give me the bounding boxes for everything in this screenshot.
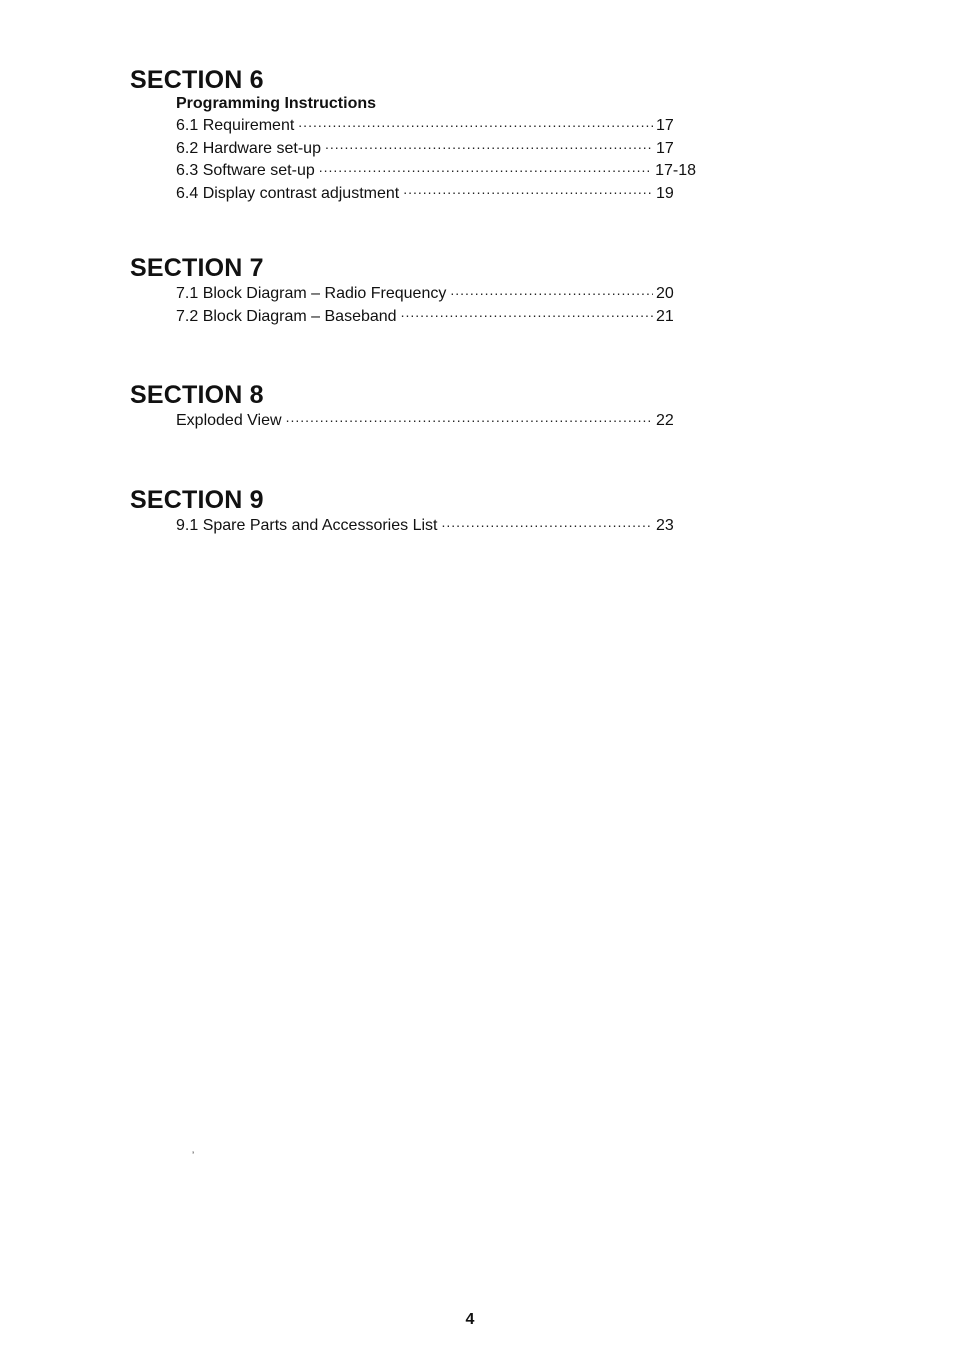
section-subheading: Programming Instructions — [176, 95, 377, 112]
section-title: SECTION 6 — [130, 66, 264, 94]
toc-entry-label: 9.1 Spare Parts and Accessories List — [176, 517, 438, 534]
toc-entry[interactable] — [176, 159, 696, 182]
toc-entry-label: 6.2 Hardware set-up — [176, 139, 321, 157]
section-6 — [130, 66, 730, 204]
toc-entry-page: 17-18 — [655, 162, 696, 179]
dot-leader — [403, 182, 653, 198]
dot-leader — [319, 159, 652, 175]
dot-leader — [450, 282, 653, 298]
dot-leader — [401, 305, 653, 321]
stray-mark: ʼ — [192, 1151, 195, 1162]
dot-leader — [286, 409, 653, 425]
toc-entry[interactable] — [176, 282, 696, 305]
toc-entry[interactable] — [176, 137, 696, 160]
toc-entry-page: 17 — [656, 117, 674, 134]
toc-entry[interactable] — [176, 114, 696, 137]
section-7 — [130, 254, 730, 327]
toc-entry-label: 7.2 Block Diagram – Baseband — [176, 307, 397, 325]
toc-entry-page: 17 — [656, 139, 674, 157]
toc-entry[interactable] — [176, 409, 696, 432]
toc-entry-label: 7.1 Block Diagram – Radio Frequency — [176, 285, 447, 302]
toc-entry-label: Exploded View — [176, 412, 282, 429]
page-number: 4 — [465, 1311, 475, 1328]
toc-entry-label: 6.3 Software set-up — [176, 162, 315, 179]
toc-entry[interactable] — [176, 182, 696, 205]
dot-leader — [298, 114, 653, 130]
toc-list — [130, 114, 730, 204]
toc-entry-page: 22 — [656, 412, 674, 429]
toc-entry-page: 23 — [656, 517, 674, 534]
dot-leader — [325, 137, 653, 153]
toc-entry[interactable] — [176, 305, 696, 328]
section-title: SECTION 9 — [130, 486, 264, 514]
toc-list — [130, 282, 730, 327]
toc-entry-label: 6.1 Requirement — [176, 117, 295, 134]
dot-leader — [441, 514, 653, 530]
toc-entry[interactable] — [176, 514, 696, 537]
section-8 — [130, 381, 730, 432]
section-title: SECTION 8 — [130, 381, 264, 409]
toc-list — [130, 409, 730, 432]
section-9 — [130, 486, 730, 537]
toc-entry-label: 6.4 Display contrast adjustment — [176, 184, 400, 202]
section-title: SECTION 7 — [130, 254, 264, 282]
toc-entry-page: 21 — [656, 307, 674, 325]
toc-entry-page: 19 — [656, 184, 674, 202]
toc-list — [130, 514, 730, 537]
toc-entry-page: 20 — [656, 285, 674, 302]
